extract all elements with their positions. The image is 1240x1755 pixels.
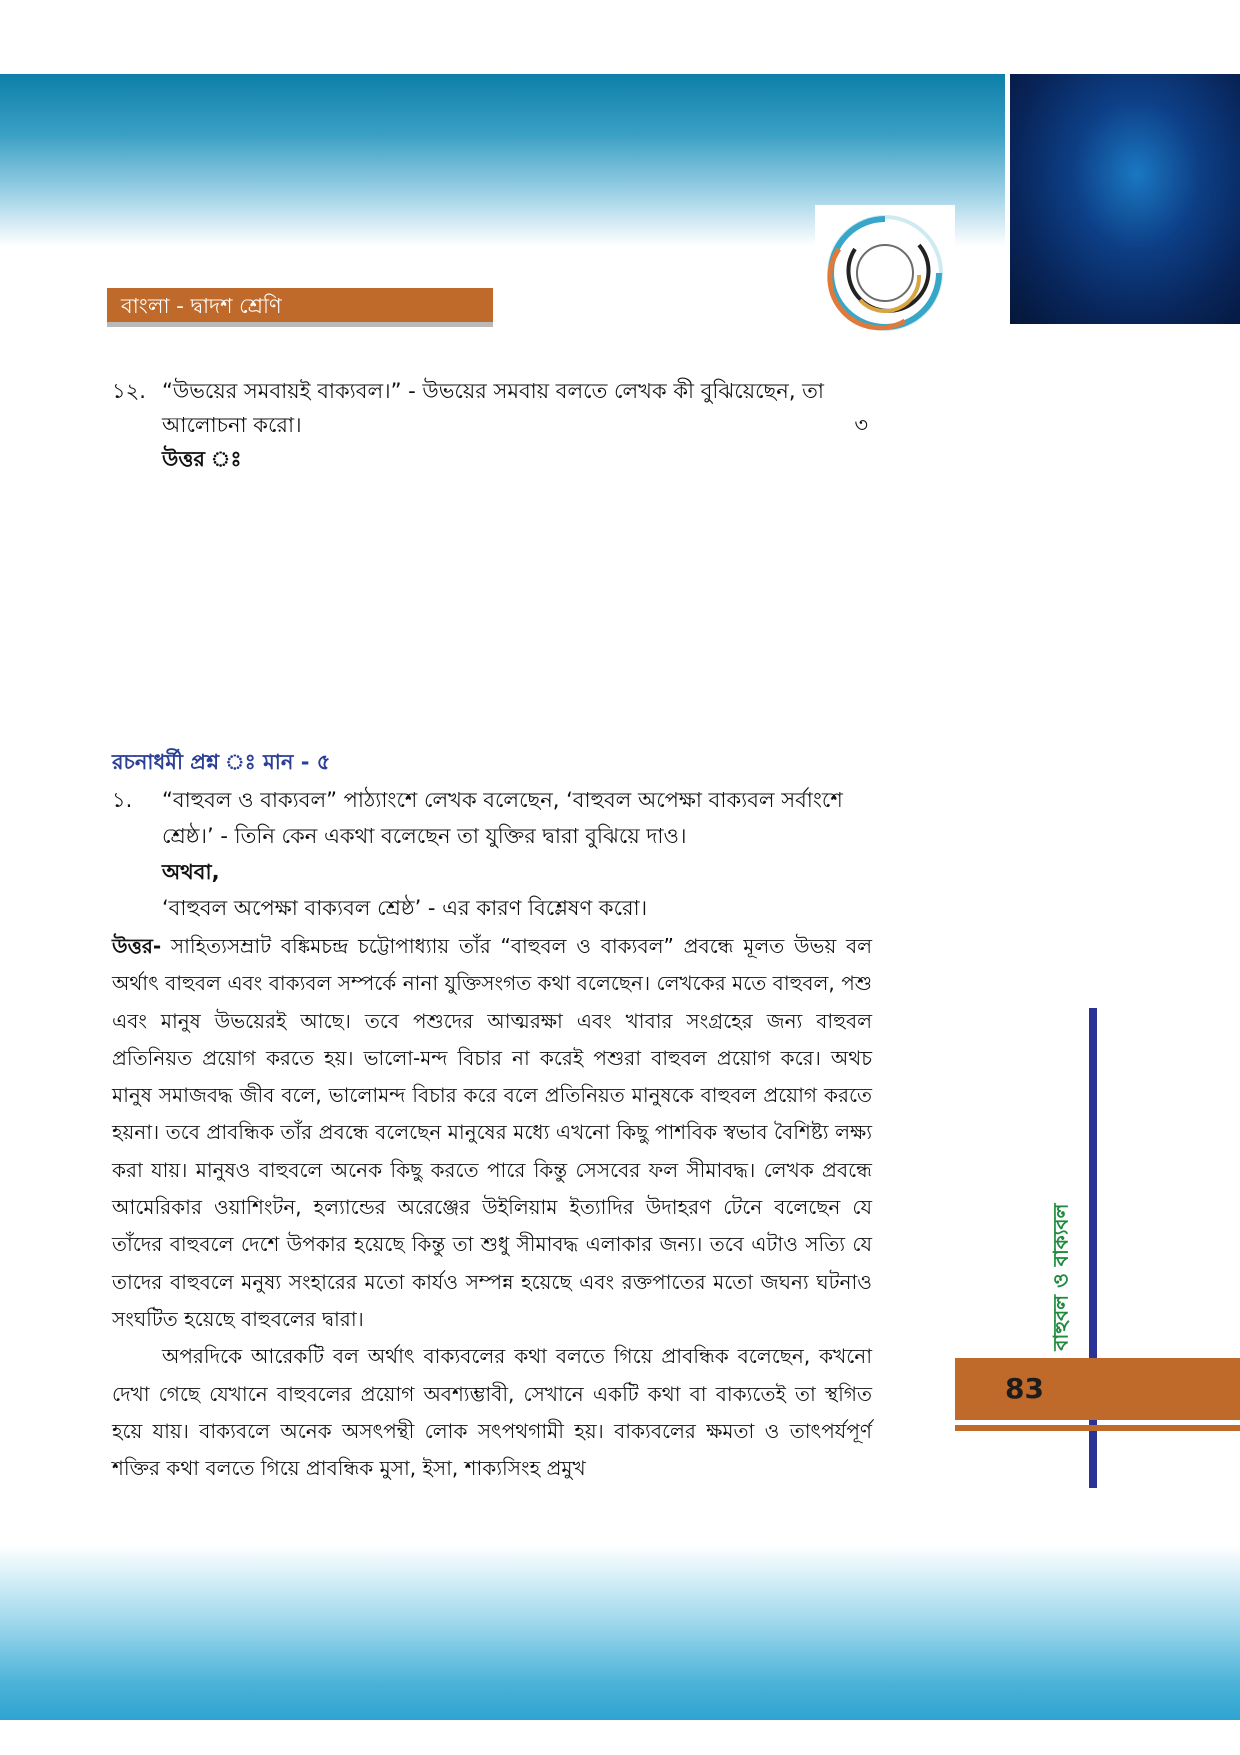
- page-number-tab: [955, 1358, 1240, 1420]
- answer-body: [112, 928, 872, 1487]
- question-number: ১২.: [112, 379, 146, 403]
- answer-paragraph-text: সাহিত্যসম্রাট বঙ্কিমচন্দ্র চট্টোপাধ্যায় তাঁর “বাহুবল ও বাক্যবল” প্রবন্ধে মূলত উভয় বল অর্থাৎ বাহুবল এবং বাক্যবল সম্পর্কে নানা যুক্তিসংগত কথা বলেছেন। লেখকের মতে বাহুবল, পশু এবং মানুষ উভয়েরই আছে। তবে পশুদের আত্মরক্ষা এবং খাবার সংগ্রহের জন্য বাহুবল প্রতিনিয়ত প্রয়োগ করতে হয়। ভালো-মন্দ বিচার না করেই পশুরা বাহুবল প্রয়োগ করে। অথচ মানুষ সমাজবদ্ধ জীব বলে, ভালোমন্দ বিচার করে বলে প্রতিনিয়ত মানুষকে বাহুবল প্রয়োগ করতে হয়না। তবে প্রাবন্ধিক তাঁর প্রবন্ধে বলেছেন মানুষের মধ্যে এখনো কিছু পাশবিক স্বভাব বৈশিষ্ট্য লক্ষ্য করা যায়। মানুষও বাহুবলে অনেক কিছু করতে পারে কিন্তু সেসবের ফল সীমাবদ্ধ। লেখক প্রবন্ধে আমেরিকার ওয়াশিংটন, হল্যান্ডের অরেঞ্জের উইলিয়াম ইত্যাদির উদাহরণ টেনে বলেছেন যে তাঁদের বাহুবলে দেশে উপকার হয়েছে কিন্তু তা শুধু সীমাবদ্ধ এলাকার জন্য। তবে এটাও সত্যি যে তাদের বাহুবলে মনুষ্য সংহারের মতো কার্যও সম্পন্ন হয়েছে এবং রক্তপাতের মতো জঘন্য ঘটনাও সংঘটিত হয়েছে বাহুবলের দ্বারা।: [112, 934, 872, 1331]
- answer-label: উত্তর ঃ: [162, 447, 242, 471]
- section-heading: রচনাধর্মী প্রশ্ন ঃ মান - ৫: [112, 750, 331, 774]
- page-tab-underline: [955, 1425, 1240, 1431]
- question-number: ১.: [112, 788, 133, 812]
- alternate-question-text: ‘বাহুবল অপেক্ষা বাক্যবল শ্রেষ্ঠ’ - এর কারণ বিশ্লেষণ করো।: [162, 896, 648, 920]
- answer-paragraph: অপরদিকে আরেকটি বল অর্থাৎ বাক্যবলের কথা বলতে গিয়ে প্রাবন্ধিক বলেছেন, কখনো দেখা গেছে যেখানে বাহুবলের প্রয়োগ অবশ্যম্ভাবী, সেখানে একটি কথা বা বাক্যতেই তা স্থগিত হয়ে যায়। বাক্যবলে অনেক অসৎপন্থী লোক সৎপথগামী হয়। বাক্যবলের ক্ষমতা ও তাৎপর্যপূর্ণ শক্তির কথা বলতে গিয়ে প্রাবন্ধিক মুসা, ইসা, শাক্যসিংহ প্রমুখ: [112, 1344, 872, 1481]
- or-label: অথবা,: [162, 860, 220, 884]
- bottom-gradient-band: [0, 1545, 1240, 1720]
- chapter-title-text: বাহুবল ও বাক্যবল: [1048, 1203, 1073, 1351]
- page-number: 83: [1005, 1372, 1044, 1405]
- book-header-label: বাংলা - দ্বাদশ শ্রেণি: [107, 288, 493, 327]
- question-marks: ৩: [854, 413, 868, 437]
- answer-paragraph: [112, 928, 872, 1338]
- sidebar-chapter-title: [1046, 1203, 1080, 1351]
- question-text: “বাহুবল ও বাক্যবল” পাঠ্যাংশে লেখক বলেছেন, ‘বাহুবল অপেক্ষা বাক্যবল সর্বাংশে শ্রেষ্ঠ।’ - তিনি কেন একথা বলেছেন তা যুক্তির দ্বারা বুঝিয়ে দাও।: [162, 788, 843, 848]
- ring-logo: [815, 205, 955, 340]
- question-text: “উভয়ের সমবায়ই বাক্যবল।” - উভয়ের সমবায় বলতে লেখক কী বুঝিয়েছেন, তা আলোচনা করো।: [162, 379, 825, 437]
- ring-logo-graphic: [815, 205, 955, 340]
- question-12: [112, 374, 872, 476]
- corner-decor-square: [1010, 74, 1240, 324]
- question-1: [112, 782, 872, 926]
- answer-label: উত্তর-: [112, 934, 162, 958]
